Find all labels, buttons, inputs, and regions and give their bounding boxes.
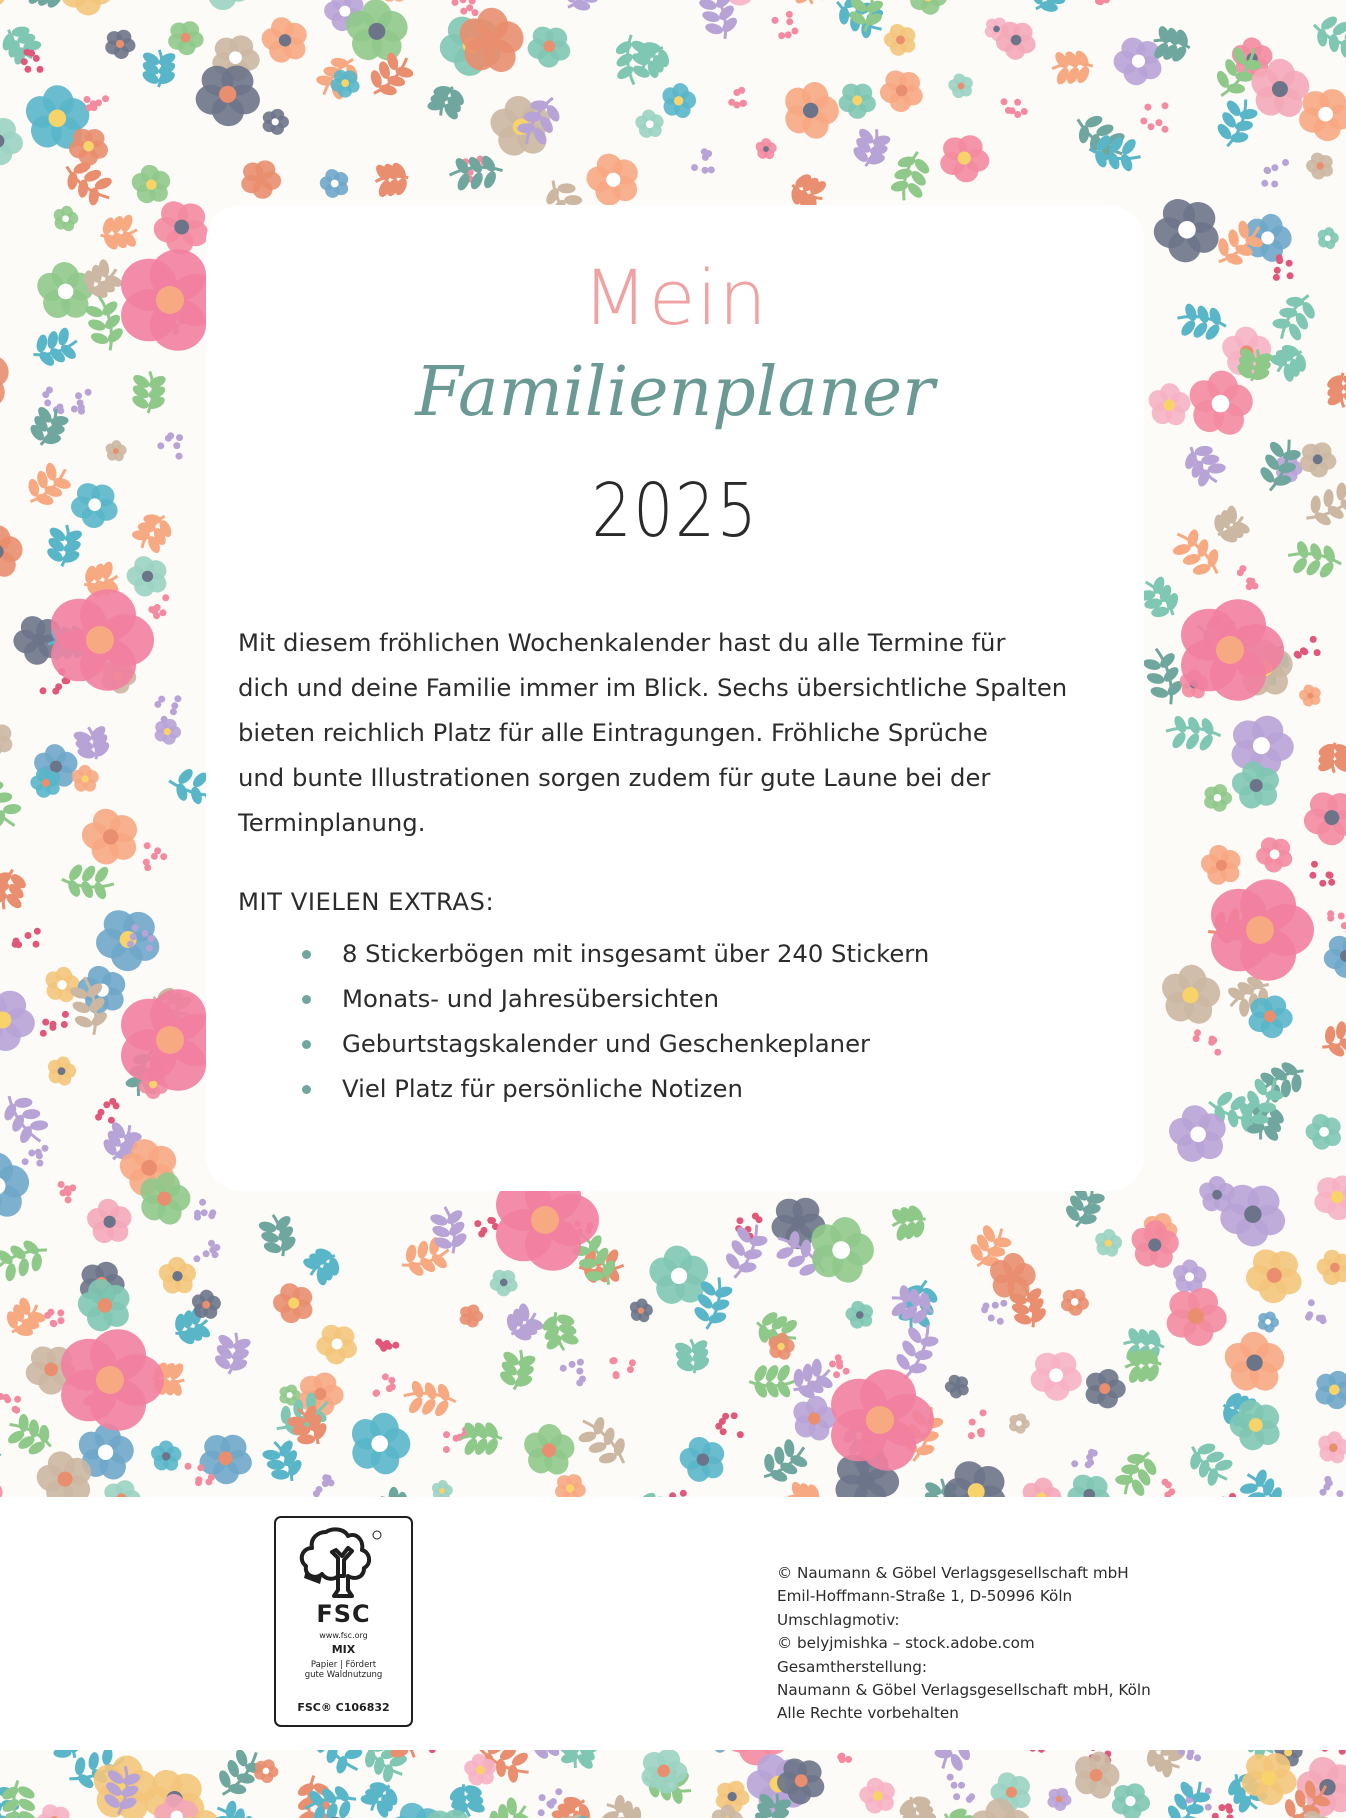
- bullet-icon: [302, 1085, 311, 1094]
- flower-icon: [553, 1471, 588, 1497]
- berry-cluster-icon: [1320, 1476, 1344, 1497]
- leaf-sprig-icon: [1266, 286, 1324, 349]
- berry-cluster-icon: [981, 1300, 1007, 1325]
- flower-icon: [626, 1296, 657, 1327]
- leaf-sprig-icon: [1109, 1443, 1165, 1497]
- flower-icon: [1311, 1244, 1346, 1293]
- flower-icon: [315, 164, 355, 204]
- bullet-icon: [302, 995, 311, 1004]
- flower-icon: [909, 0, 949, 16]
- flower-icon: [61, 1329, 164, 1430]
- flower-icon: [1146, 188, 1232, 273]
- leaf-sprig-icon: [928, 1750, 987, 1779]
- leaf-sprig-icon: [24, 0, 69, 12]
- description-line: Mit diesem fröhlichen Wochenkalender hast du alle Termine für: [238, 628, 1006, 657]
- fsc-code: FSC® C106832: [297, 1701, 390, 1714]
- flower-icon: [1319, 929, 1346, 984]
- leaf-sprig-icon: [0, 1086, 55, 1152]
- flower-icon: [51, 589, 154, 690]
- berry-cluster-icon: [194, 1199, 216, 1221]
- imprint-line: Umschlagmotiv:: [777, 1610, 900, 1629]
- list-item-label: Monats- und Jahresübersichten: [342, 984, 720, 1013]
- flower-icon: [267, 1276, 322, 1331]
- leaf-sprig-icon: [28, 323, 82, 372]
- flower-icon: [1046, 1786, 1073, 1813]
- leaf-sprig-icon: [1325, 372, 1346, 408]
- description-line: dich und deine Familie immer im Blick. Sechs übersichtliche Spalten: [238, 673, 1068, 702]
- flower-icon: [1090, 1226, 1126, 1263]
- flower-icon: [1159, 1095, 1239, 1175]
- berry-cluster-icon: [71, 389, 92, 415]
- berry-cluster-icon: [58, 1181, 77, 1203]
- leaf-sprig-icon: [201, 1750, 261, 1753]
- leaf-sprig-icon: [1176, 436, 1231, 493]
- leaf-sprig-icon: [695, 0, 743, 43]
- berry-cluster-icon: [1193, 1029, 1222, 1055]
- berry-cluster-icon: [1309, 861, 1335, 887]
- leaf-sprig-icon: [1206, 501, 1254, 550]
- flower-icon: [311, 1318, 364, 1371]
- imprint-line: Gesamtherstellung:: [777, 1657, 927, 1676]
- flower-icon: [0, 1470, 12, 1497]
- list-item-label: 8 Stickerbögen mit insgesamt über 240 Stickern: [342, 939, 930, 968]
- berry-cluster-icon: [12, 928, 41, 949]
- flower-icon: [70, 1270, 143, 1343]
- flower-icon: [752, 135, 781, 164]
- description-line: Terminplanung.: [238, 808, 426, 837]
- berry-cluster-icon: [1212, 1803, 1239, 1818]
- flower-icon: [1110, 1780, 1153, 1818]
- flower-icon: [938, 131, 994, 186]
- flower-icon: [1314, 225, 1342, 253]
- fsc-mix: MIX: [331, 1643, 356, 1656]
- flower-icon: [1295, 681, 1326, 712]
- content-card: [206, 205, 1144, 1191]
- leaf-sprig-icon: [1138, 644, 1188, 709]
- title-line-1: Mein: [582, 253, 768, 342]
- imprint-line: Alle Rechte vorbehalten: [777, 1704, 959, 1723]
- flower-icon: [0, 985, 40, 1055]
- flower-icon: [640, 1750, 689, 1795]
- flower-icon: [428, 1477, 456, 1497]
- leaf-sprig-icon: [1306, 8, 1346, 63]
- fsc-claim-line: gute Waldnutzung: [304, 1670, 383, 1680]
- flower-icon: [130, 1750, 201, 1760]
- leaf-sprig-icon: [596, 1790, 650, 1818]
- leaf-sprig-icon: [0, 1780, 38, 1818]
- leaf-sprig-icon: [1, 1408, 59, 1462]
- leaf-sprig-icon: [1023, 0, 1079, 21]
- flower-icon: [102, 437, 131, 466]
- flower-icon: [66, 475, 126, 535]
- flower-icon: [0, 0, 12, 15]
- flower-icon: [0, 716, 20, 763]
- berry-cluster-icon: [1261, 159, 1289, 188]
- leaf-sprig-icon: [886, 147, 935, 205]
- leaf-sprig-icon: [538, 1308, 582, 1354]
- imprint: [777, 1562, 1151, 1726]
- fsc-claim-line: Papier | Fördert: [310, 1660, 377, 1670]
- flower-icon: [841, 1296, 880, 1335]
- flower-icon: [1298, 783, 1346, 852]
- flower-icon: [459, 1304, 484, 1328]
- berry-cluster-icon: [1095, 0, 1112, 5]
- fsc-name: FSC: [316, 1600, 371, 1628]
- flower-icon: [1164, 1283, 1231, 1350]
- flower-icon: [875, 63, 931, 119]
- flower-icon: [104, 27, 138, 61]
- flower-icon: [1315, 1369, 1346, 1410]
- title-year: 2025: [591, 468, 759, 554]
- flower-icon: [262, 109, 289, 135]
- berry-cluster-icon: [560, 1359, 586, 1387]
- leaf-sprig-icon: [555, 0, 612, 20]
- leaf-sprig-icon: [496, 1347, 539, 1392]
- leaf-sprig-icon: [499, 1299, 548, 1349]
- leaf-sprig-icon: [0, 768, 29, 837]
- flower-icon: [1300, 1108, 1346, 1157]
- berry-cluster-icon: [691, 148, 715, 174]
- fsc-tree-icon: [276, 1518, 411, 1602]
- leaf-sprig-icon: [18, 456, 78, 515]
- flower-icon: [253, 1758, 280, 1785]
- flower-icon: [1240, 1240, 1312, 1312]
- flower-icon: [1313, 1428, 1346, 1470]
- flower-icon: [0, 334, 23, 425]
- leaf-sprig-icon: [1285, 537, 1344, 582]
- leaf-sprig-icon: [0, 1750, 50, 1760]
- extras-list: [302, 931, 929, 1111]
- berry-cluster-icon: [143, 842, 167, 871]
- flower-icon: [1252, 831, 1299, 878]
- leaf-sprig-icon: [44, 523, 85, 569]
- flower-icon: [50, 203, 83, 236]
- berry-cluster-icon: [154, 695, 181, 723]
- leaf-sprig-icon: [372, 1482, 425, 1497]
- flower-icon: [195, 1427, 259, 1490]
- flower-icon: [190, 56, 268, 134]
- leaf-sprig-icon: [298, 1241, 347, 1290]
- berry-cluster-icon: [1001, 98, 1028, 118]
- berry-cluster-icon: [84, 95, 110, 111]
- flower-icon: [1257, 1310, 1280, 1333]
- berry-cluster-icon: [1305, 1299, 1327, 1324]
- leaf-sprig-icon: [460, 1420, 502, 1457]
- flower-icon: [254, 9, 317, 72]
- leaf-sprig-icon: [81, 293, 128, 354]
- flower-icon: [1302, 148, 1339, 185]
- berry-cluster-icon: [837, 1750, 852, 1763]
- list-item: [302, 1066, 929, 1111]
- leaf-sprig-icon: [819, 1813, 880, 1818]
- flower-icon: [487, 1265, 522, 1300]
- leaf-sprig-icon: [70, 722, 114, 764]
- berry-cluster-icon: [193, 1240, 220, 1263]
- leaf-sprig-icon: [0, 1431, 5, 1474]
- leaf-sprig-icon: [1174, 300, 1229, 344]
- berry-cluster-icon: [0, 1393, 21, 1414]
- flower-icon: [523, 20, 577, 74]
- leaf-sprig-icon: [0, 1233, 53, 1287]
- flower-icon: [935, 1450, 1020, 1497]
- leaf-sprig-icon: [130, 371, 168, 414]
- berry-cluster-icon: [947, 1774, 975, 1803]
- flower-icon: [1214, 1323, 1296, 1406]
- flower-icon: [342, 1407, 418, 1483]
- flower-icon: [32, 1798, 78, 1818]
- leaf-sprig-icon: [60, 861, 115, 902]
- bullet-icon: [302, 950, 311, 959]
- flower-icon: [657, 79, 702, 124]
- leaf-sprig-icon: [1265, 337, 1314, 386]
- leaf-sprig-icon: [373, 159, 411, 199]
- list-item: [302, 976, 929, 1021]
- flower-icon: [79, 1192, 141, 1254]
- berry-cluster-icon: [1028, 1750, 1050, 1753]
- flower-icon: [0, 221, 10, 297]
- fsc-url: www.fsc.org: [319, 1631, 368, 1640]
- leaf-sprig-icon: [848, 124, 894, 171]
- leaf-sprig-icon: [98, 212, 140, 254]
- flower-icon: [1009, 1413, 1031, 1435]
- leaf-sprig-icon: [672, 1337, 712, 1375]
- flower-icon: [1204, 784, 1233, 813]
- flower-icon: [707, 1750, 732, 1754]
- list-item-label: Geburtstagskalender und Geschenkeplaner: [342, 1029, 871, 1058]
- leaf-sprig-icon: [889, 1201, 930, 1243]
- flower-icon: [189, 0, 262, 19]
- imprint-line: © Naumann & Göbel Verlagsgesellschaft mbH: [777, 1564, 1129, 1582]
- leaf-sprig-icon: [558, 1750, 602, 1773]
- flower-icon: [0, 518, 32, 588]
- leaf-sprig-icon: [1234, 1463, 1292, 1497]
- flower-icon: [630, 105, 670, 145]
- leaf-sprig-icon: [570, 1408, 637, 1476]
- description-line: und bunte Illustrationen sorgen zudem für gute Laune bei der: [238, 763, 991, 792]
- flower-icon: [1059, 1286, 1091, 1318]
- berry-cluster-icon: [968, 1409, 987, 1439]
- flower-icon: [1027, 1345, 1089, 1406]
- berry-cluster-icon: [375, 1338, 399, 1351]
- leaf-sprig-icon: [355, 1750, 414, 1789]
- flower-icon: [672, 1429, 735, 1492]
- leaf-sprig-icon: [1315, 1011, 1346, 1063]
- flower-icon: [802, 1812, 867, 1818]
- flower-icon: [166, 18, 207, 58]
- flower-icon: [459, 1750, 504, 1793]
- berry-cluster-icon: [772, 11, 799, 39]
- flower-icon: [1298, 439, 1340, 481]
- berry-cluster-icon: [1140, 102, 1168, 133]
- leaf-sprig-icon: [1051, 48, 1094, 87]
- leaf-sprig-icon: [1164, 713, 1222, 754]
- leaf-sprig-icon: [753, 1433, 815, 1492]
- bullet-icon: [302, 1040, 311, 1049]
- leaf-sprig-icon: [356, 1774, 405, 1818]
- leaf-sprig-icon: [1316, 741, 1346, 775]
- berry-cluster-icon: [40, 1011, 69, 1037]
- berry-cluster-icon: [728, 87, 747, 109]
- flower-icon: [1062, 1467, 1118, 1497]
- berry-cluster-icon: [148, 594, 169, 619]
- flower-icon: [1312, 1171, 1346, 1224]
- list-item: [302, 1021, 929, 1066]
- leaf-sprig-icon: [1039, 1810, 1095, 1818]
- berry-cluster-icon: [157, 432, 183, 459]
- leaf-sprig-icon: [402, 1378, 458, 1420]
- imprint-line: © belyjmishka – stock.adobe.com: [777, 1634, 1035, 1653]
- flower-icon: [835, 78, 881, 124]
- berry-cluster-icon: [715, 1412, 744, 1438]
- flower-icon: [73, 799, 151, 877]
- leaf-sprig-icon: [211, 1330, 254, 1377]
- flower-icon: [1016, 1473, 1068, 1497]
- berry-cluster-icon: [452, 0, 479, 16]
- leaf-sprig-icon: [1053, 1814, 1115, 1818]
- fsc-claim: [290, 1660, 397, 1680]
- flower-icon: [1141, 377, 1198, 434]
- berry-cluster-icon: [95, 1098, 120, 1124]
- fsc-logo: [274, 1516, 413, 1727]
- extras-heading: MIT VIELEN EXTRAS:: [238, 887, 495, 916]
- berry-cluster-icon: [22, 1145, 49, 1167]
- flower-icon: [854, 1772, 904, 1818]
- berry-cluster-icon: [1321, 1750, 1346, 1755]
- berry-cluster-icon: [669, 1490, 690, 1497]
- imprint-line: Naumann & Göbel Verlagsgesellschaft mbH, Köln: [777, 1681, 1151, 1700]
- description: [238, 620, 1128, 845]
- flower-icon: [1152, 957, 1231, 1036]
- flower-icon: [0, 614, 4, 670]
- leaf-sprig-icon: [423, 79, 470, 124]
- imprint-line: Emil-Hoffmann-Straße 1, D-50996 Köln: [777, 1587, 1073, 1606]
- title-line-2: Familienplaner: [415, 353, 935, 432]
- flower-icon: [0, 114, 26, 168]
- flower-icon: [146, 1436, 188, 1478]
- leaf-sprig-icon: [127, 505, 179, 558]
- leaf-sprig-icon: [785, 1479, 824, 1497]
- flower-icon: [776, 77, 846, 147]
- leaf-sprig-icon: [24, 402, 73, 452]
- berry-cluster-icon: [1071, 1449, 1098, 1469]
- berry-cluster-icon: [44, 1309, 64, 1327]
- leaf-sprig-icon: [1210, 93, 1262, 153]
- berry-cluster-icon: [1237, 565, 1259, 590]
- flower-icon: [879, 18, 923, 62]
- flower-icon: [103, 1479, 141, 1497]
- leaf-sprig-icon: [1159, 1773, 1216, 1818]
- berry-cluster-icon: [313, 1474, 335, 1497]
- berry-cluster-icon: [426, 1750, 450, 1753]
- flower-icon: [43, 1053, 80, 1090]
- floral-border-bottom: [0, 1750, 1346, 1818]
- leaf-sprig-icon: [448, 152, 504, 193]
- leaf-sprig-icon: [140, 49, 177, 87]
- description-line: bieten reichlich Platz für alle Eintragungen. Fröhliche Sprüche: [238, 718, 988, 747]
- leaf-sprig-icon: [480, 1792, 537, 1818]
- list-item: [302, 931, 929, 976]
- flower-icon: [1211, 879, 1314, 980]
- berry-cluster-icon: [373, 1373, 396, 1397]
- berry-cluster-icon: [474, 1217, 499, 1238]
- flower-icon: [0, 1143, 42, 1232]
- leaf-sprig-icon: [790, 0, 831, 7]
- berry-cluster-icon: [609, 1357, 636, 1379]
- flower-icon: [239, 157, 283, 201]
- berry-cluster-icon: [1327, 910, 1346, 934]
- leaf-sprig-icon: [255, 1210, 301, 1260]
- flower-icon: [944, 69, 978, 103]
- leaf-sprig-icon: [0, 1293, 50, 1345]
- leaf-sprig-icon: [1298, 476, 1346, 535]
- berry-cluster-icon: [21, 49, 44, 73]
- berry-cluster-icon: [829, 1354, 850, 1378]
- flower-icon: [1085, 1368, 1126, 1409]
- leaf-sprig-icon: [749, 1363, 796, 1400]
- leaf-sprig-icon: [1180, 1433, 1240, 1492]
- leaf-sprig-icon: [0, 866, 31, 913]
- flower-icon: [58, 0, 117, 20]
- berry-cluster-icon: [1273, 254, 1294, 281]
- flower-icon: [1194, 838, 1250, 894]
- berry-cluster-icon: [1161, 1479, 1175, 1497]
- flower-icon: [297, 1370, 345, 1417]
- flower-icon: [942, 1371, 974, 1403]
- flower-icon: [255, 1750, 301, 1755]
- list-item-label: Viel Platz für persönliche Notizen: [342, 1074, 743, 1103]
- leaf-sprig-icon: [894, 1790, 940, 1818]
- flower-icon: [154, 718, 182, 746]
- berry-cluster-icon: [1294, 636, 1321, 659]
